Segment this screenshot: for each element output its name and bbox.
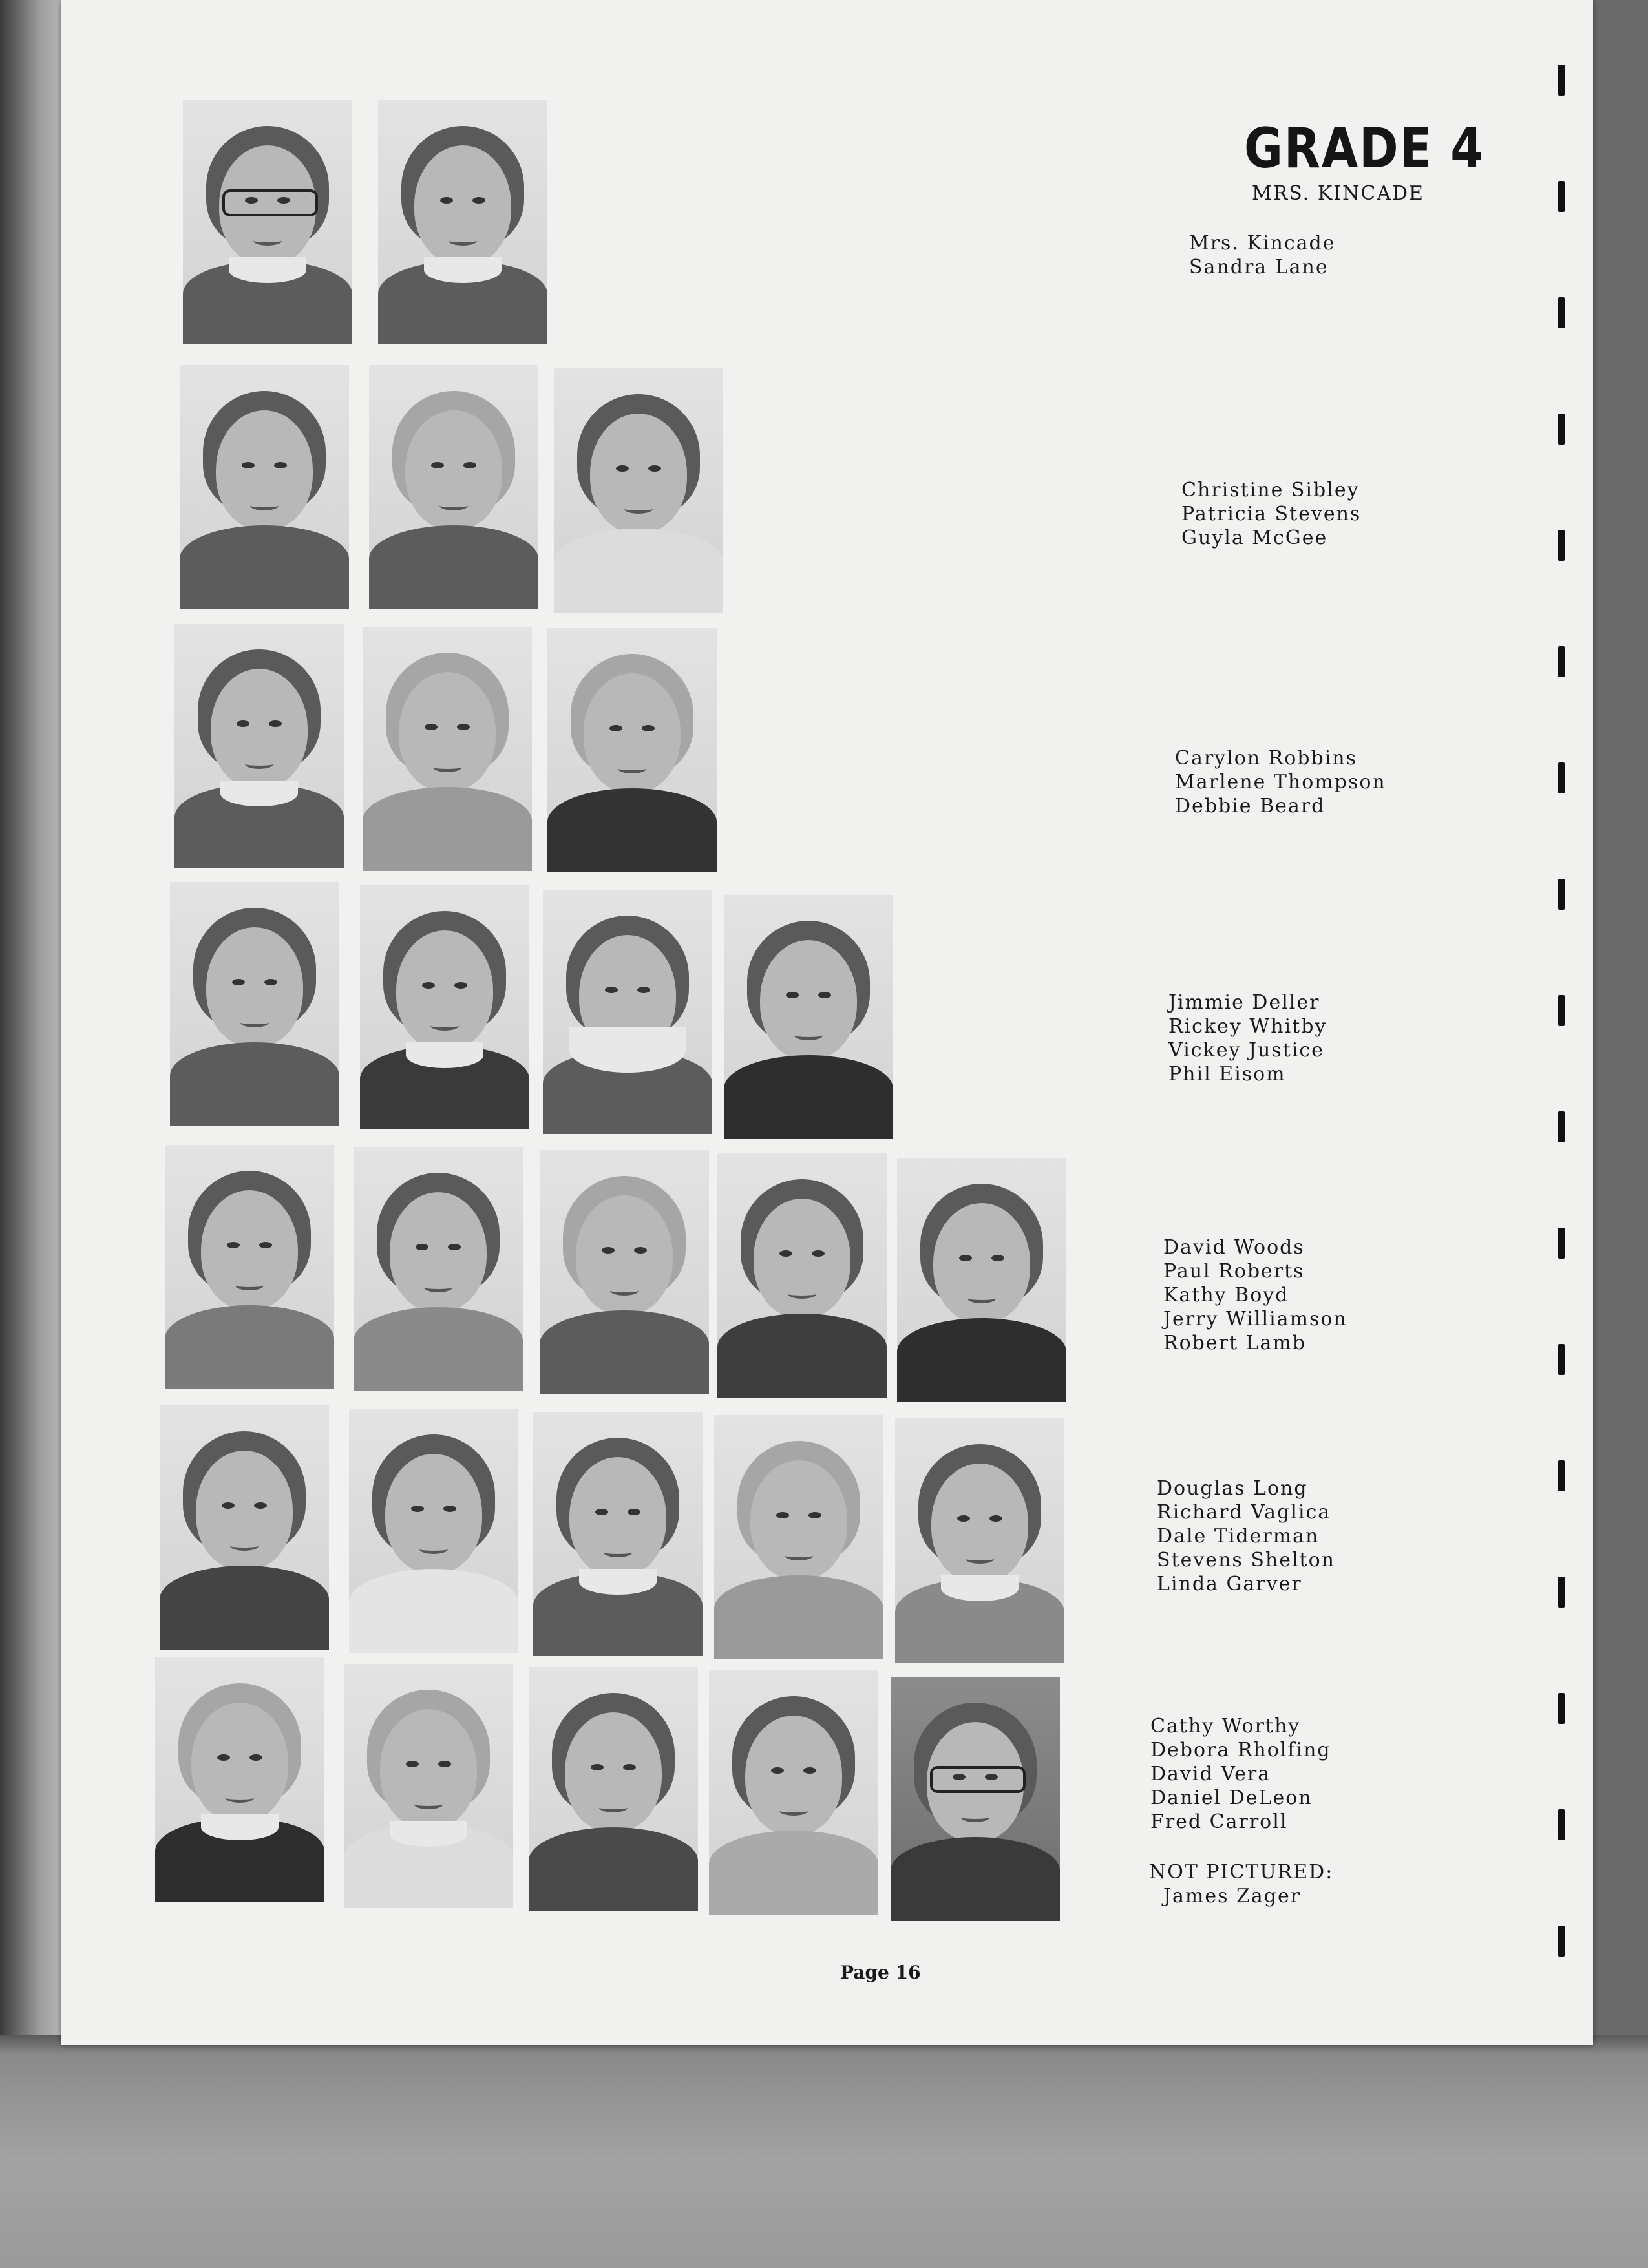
portrait-photo: [155, 1657, 324, 1902]
portrait-photo: [554, 368, 723, 613]
portrait-photo: [180, 365, 349, 609]
portrait-photo: [354, 1147, 523, 1391]
not-pictured-name: James Zager: [1163, 1885, 1302, 1907]
portrait-photo: [369, 365, 538, 609]
portrait-photo: [897, 1158, 1066, 1402]
portrait-photo: [547, 628, 717, 872]
student-name: Fred Carroll: [1150, 1811, 1288, 1833]
portrait-photo: [709, 1670, 878, 1915]
student-name: Debora Rholfing: [1150, 1739, 1331, 1761]
grade-title: GRADE 4: [1244, 116, 1484, 181]
portrait-photo: [540, 1150, 709, 1394]
portrait-photo: [543, 890, 712, 1134]
portrait-photo: [529, 1667, 698, 1911]
portrait-photo: [895, 1418, 1064, 1663]
student-name: Christine Sibley: [1181, 479, 1360, 501]
portrait-photo: [360, 885, 529, 1129]
row-names: [1157, 1476, 1335, 1596]
row-names: [1189, 231, 1336, 279]
portrait-photo: [533, 1412, 703, 1656]
student-name: Phil Eisom: [1168, 1063, 1286, 1086]
portrait-photo: [891, 1677, 1060, 1921]
portrait-photo: [165, 1145, 334, 1389]
teacher-heading: MRS. KINCADE: [1252, 182, 1424, 205]
portrait-photo: [714, 1415, 883, 1659]
portrait-photo: [363, 627, 532, 871]
student-name: Vickey Justice: [1168, 1039, 1324, 1062]
row-names: [1150, 1714, 1331, 1834]
student-name: Marlene Thompson: [1175, 771, 1386, 793]
portrait-photo: [349, 1409, 518, 1653]
row-names: [1168, 991, 1327, 1086]
student-name: Debbie Beard: [1175, 795, 1326, 817]
portrait-photo: [378, 100, 547, 344]
student-name: Rickey Whitby: [1168, 1015, 1327, 1038]
student-name: Linda Garver: [1157, 1573, 1302, 1595]
student-name: Mrs. Kincade: [1189, 232, 1336, 255]
student-name: David Vera: [1150, 1763, 1271, 1785]
student-name: Robert Lamb: [1163, 1332, 1306, 1354]
student-name: Dale Tiderman: [1157, 1525, 1320, 1548]
portrait-photo: [160, 1405, 329, 1650]
row-names: [1163, 1235, 1347, 1355]
student-name: Jimmie Deller: [1168, 991, 1320, 1014]
page-number: Page 16: [840, 1962, 921, 1983]
student-name: Stevens Shelton: [1157, 1549, 1335, 1571]
student-name: Kathy Boyd: [1163, 1284, 1289, 1307]
row-names: [1175, 746, 1386, 818]
spiral-binding: [1554, 52, 1574, 1990]
student-name: Guyla McGee: [1181, 527, 1328, 549]
student-name: Patricia Stevens: [1181, 503, 1362, 525]
student-name: Sandra Lane: [1189, 256, 1329, 278]
scan-edge-shadow: [0, 0, 65, 2042]
student-name: Daniel DeLeon: [1150, 1787, 1313, 1809]
portrait-photo: [724, 895, 893, 1139]
portrait-photo: [183, 100, 352, 344]
portrait-photo: [170, 882, 339, 1126]
student-name: Douglas Long: [1157, 1477, 1308, 1500]
student-name: Jerry Williamson: [1163, 1308, 1347, 1330]
student-name: Richard Vaglica: [1157, 1501, 1331, 1524]
student-name: David Woods: [1163, 1236, 1305, 1259]
scan-bottom-area: [0, 2035, 1648, 2268]
row-names: [1181, 478, 1361, 550]
student-name: Carylon Robbins: [1175, 747, 1358, 770]
yearbook-page: [61, 0, 1593, 2045]
not-pictured-label: NOT PICTURED:: [1149, 1861, 1334, 1884]
portrait-photo: [717, 1153, 887, 1398]
student-name: Paul Roberts: [1163, 1260, 1305, 1283]
student-name: Cathy Worthy: [1150, 1715, 1301, 1738]
portrait-photo: [344, 1664, 513, 1908]
portrait-photo: [174, 624, 344, 868]
